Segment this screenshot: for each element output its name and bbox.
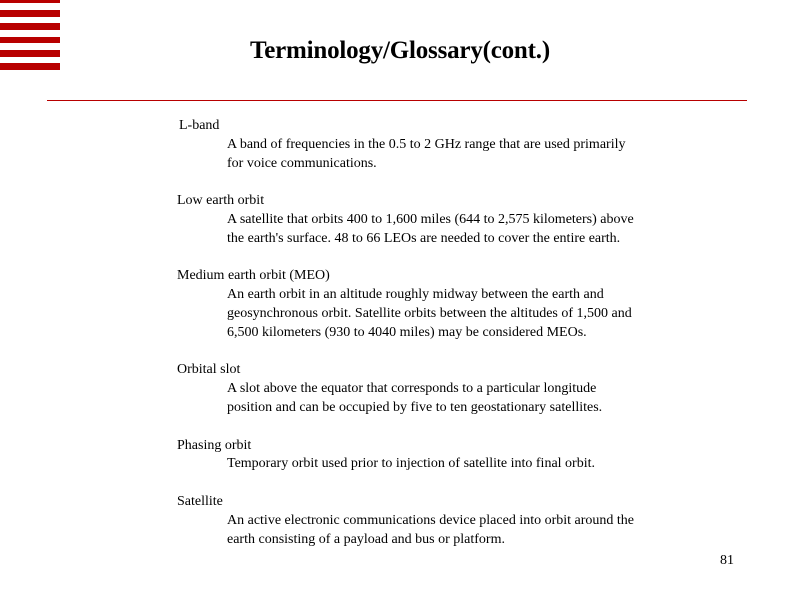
glossary-entry: [177, 117, 737, 173]
glossary-definition-line: geosynchronous orbit. Satellite orbits between the altitudes of 1,500 and: [227, 305, 632, 321]
slide-title: Terminology/Glossary(cont.): [250, 37, 550, 64]
glossary-definition-line: the earth's surface. 48 to 66 LEOs are needed to cover the entire earth.: [227, 230, 621, 246]
glossary-definition-line: A satellite that orbits 400 to 1,600 miles (644 to 2,575 kilometers) above: [227, 211, 634, 227]
glossary-term: L-band: [179, 118, 220, 133]
stripe: [0, 23, 60, 30]
glossary-definition-line: An active electronic communications device placed into orbit around the: [227, 512, 635, 528]
glossary-definition-line: An earth orbit in an altitude roughly midway between the earth and: [227, 287, 604, 303]
glossary-entry: [177, 493, 737, 549]
glossary-entry: [177, 437, 737, 475]
glossary-definition-line: earth consisting of a payload and bus or platform.: [227, 531, 505, 547]
stripe: [0, 0, 60, 3]
glossary-term: Satellite: [177, 493, 223, 509]
glossary-entry: [177, 361, 737, 417]
glossary-definition-line: 6,500 kilometers (930 to 4040 miles) may be considered MEOs.: [227, 324, 587, 340]
glossary-term: Low earth orbit: [177, 193, 265, 209]
glossary-list: [177, 117, 737, 568]
glossary-definition-line: for voice communications.: [227, 155, 377, 171]
glossary-entry: [177, 192, 737, 248]
glossary-term: Orbital slot: [177, 362, 241, 378]
glossary-entry: [177, 267, 737, 342]
glossary-definition-line: Temporary orbit used prior to injection of satellite into final orbit.: [227, 456, 595, 472]
stripe: [0, 10, 60, 17]
page-number: 81: [720, 553, 734, 568]
glossary-term: Phasing orbit: [177, 437, 252, 453]
glossary-definition-line: A slot above the equator that corresponds to a particular longitude: [227, 381, 597, 397]
glossary-definition-line: A band of frequencies in the 0.5 to 2 GHz range that are used primarily: [227, 136, 626, 152]
glossary-definition-line: position and can be occupied by five to ten geostationary satellites.: [227, 399, 603, 415]
glossary-term: Medium earth orbit (MEO): [177, 268, 330, 284]
title-divider: [47, 100, 747, 101]
